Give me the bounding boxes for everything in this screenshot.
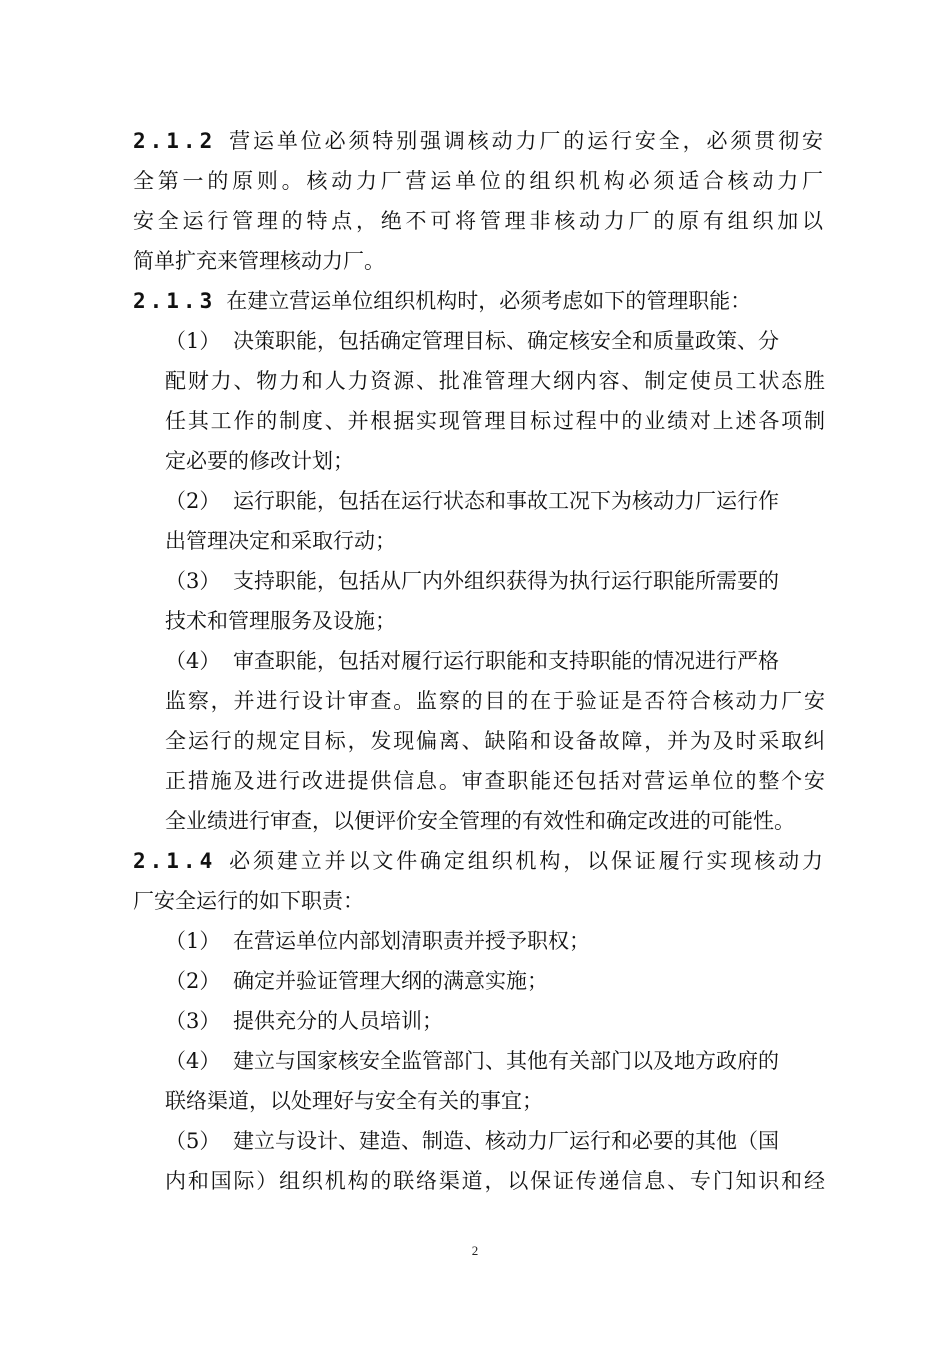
list-item-line: 任其工作的制度、并根据实现管理目标过程中的业绩对上述各项制 [165,409,825,433]
section-2-1-3-line-1 [133,281,823,321]
section-2-1-2-line-1 [133,121,823,161]
list-marker: （3） [165,1009,221,1033]
list-item-line: 正措施及进行改进提供信息。审查职能还包括对营运单位的整个安 [165,769,825,793]
list-item-responsibility-2: （2） 确定并验证管理大纲的满意实施； [165,961,825,1001]
list-item-line: 联络渠道，以处理好与安全有关的事宜； [165,1089,543,1113]
list-marker: （4） [165,1049,221,1073]
section-2-1-2-line-4: 简单扩充来管理核动力厂。 [133,249,385,273]
list-item-responsibility-1: （1） 在营运单位内部划清职责并授予职权； [165,921,825,961]
section-2-1-2-line-2: 全第一的原则。核动力厂营运单位的组织机构必须适合核动力厂 [133,169,823,193]
list-item-line: 配财力、物力和人力资源、批准管理大纲内容、制定使员工状态胜 [165,369,825,393]
list-item-operation: （2） 运行职能，包括在运行状态和事故工况下为核动力厂运行作 [165,481,825,521]
list-item-responsibility-5: （5） 建立与设计、建造、制造、核动力厂运行和必要的其他（国 [165,1121,825,1161]
section-number: 2.1.3 [133,289,217,313]
list-item-line: 全业绩进行审查，以便评价安全管理的有效性和确定改进的可能性。 [165,809,795,833]
list-item-decision: （1） 决策职能，包括确定管理目标、确定核安全和质量政策、分 [165,321,825,361]
list-item-line: 定必要的修改计划； [165,449,354,473]
list-item-support: （3） 支持职能，包括从厂内外组织获得为执行运行职能所需要的 [165,561,825,601]
list-marker: （1） [165,329,221,353]
section-2-1-2-line-3: 安全运行管理的特点，绝不可将管理非核动力厂的原有组织加以 [133,209,823,233]
list-item-line: 监察，并进行设计审查。监察的目的在于验证是否符合核动力厂安 [165,689,825,713]
list-marker: （5） [165,1129,221,1153]
paragraph-text: 营运单位必须特别强调核动力厂的运行安全，必须贯彻安 [226,129,823,153]
paragraph-text: 在建立营运单位组织机构时，必须考虑如下的管理职能： [226,289,752,313]
section-number: 2.1.2 [133,129,217,153]
list-marker: （4） [165,649,221,673]
list-item-line: 技术和管理服务及设施； [165,609,396,633]
list-marker: （3） [165,569,221,593]
section-number: 2.1.4 [133,849,217,873]
list-item-line: 全运行的规定目标，发现偏离、缺陷和设备故障，并为及时采取纠 [165,729,825,753]
page-number: 2 [471,1243,479,1258]
list-item-responsibility-4: （4） 建立与国家核安全监管部门、其他有关部门以及地方政府的 [165,1041,825,1081]
section-2-1-4-line-1 [133,841,823,881]
list-marker: （2） [165,969,221,993]
list-marker: （2） [165,489,221,513]
section-2-1-4-line-2: 厂安全运行的如下职责： [133,889,364,913]
paragraph-text: 必须建立并以文件确定组织机构，以保证履行实现核动力 [226,849,823,873]
list-marker: （1） [165,929,221,953]
list-item-responsibility-3: （3） 提供充分的人员培训； [165,1001,825,1041]
list-item-review: （4） 审查职能，包括对履行运行职能和支持职能的情况进行严格 [165,641,825,681]
list-item-line: 内和国际）组织机构的联络渠道，以保证传递信息、专门知识和经 [165,1169,825,1193]
list-item-line: 出管理决定和采取行动； [165,529,396,553]
